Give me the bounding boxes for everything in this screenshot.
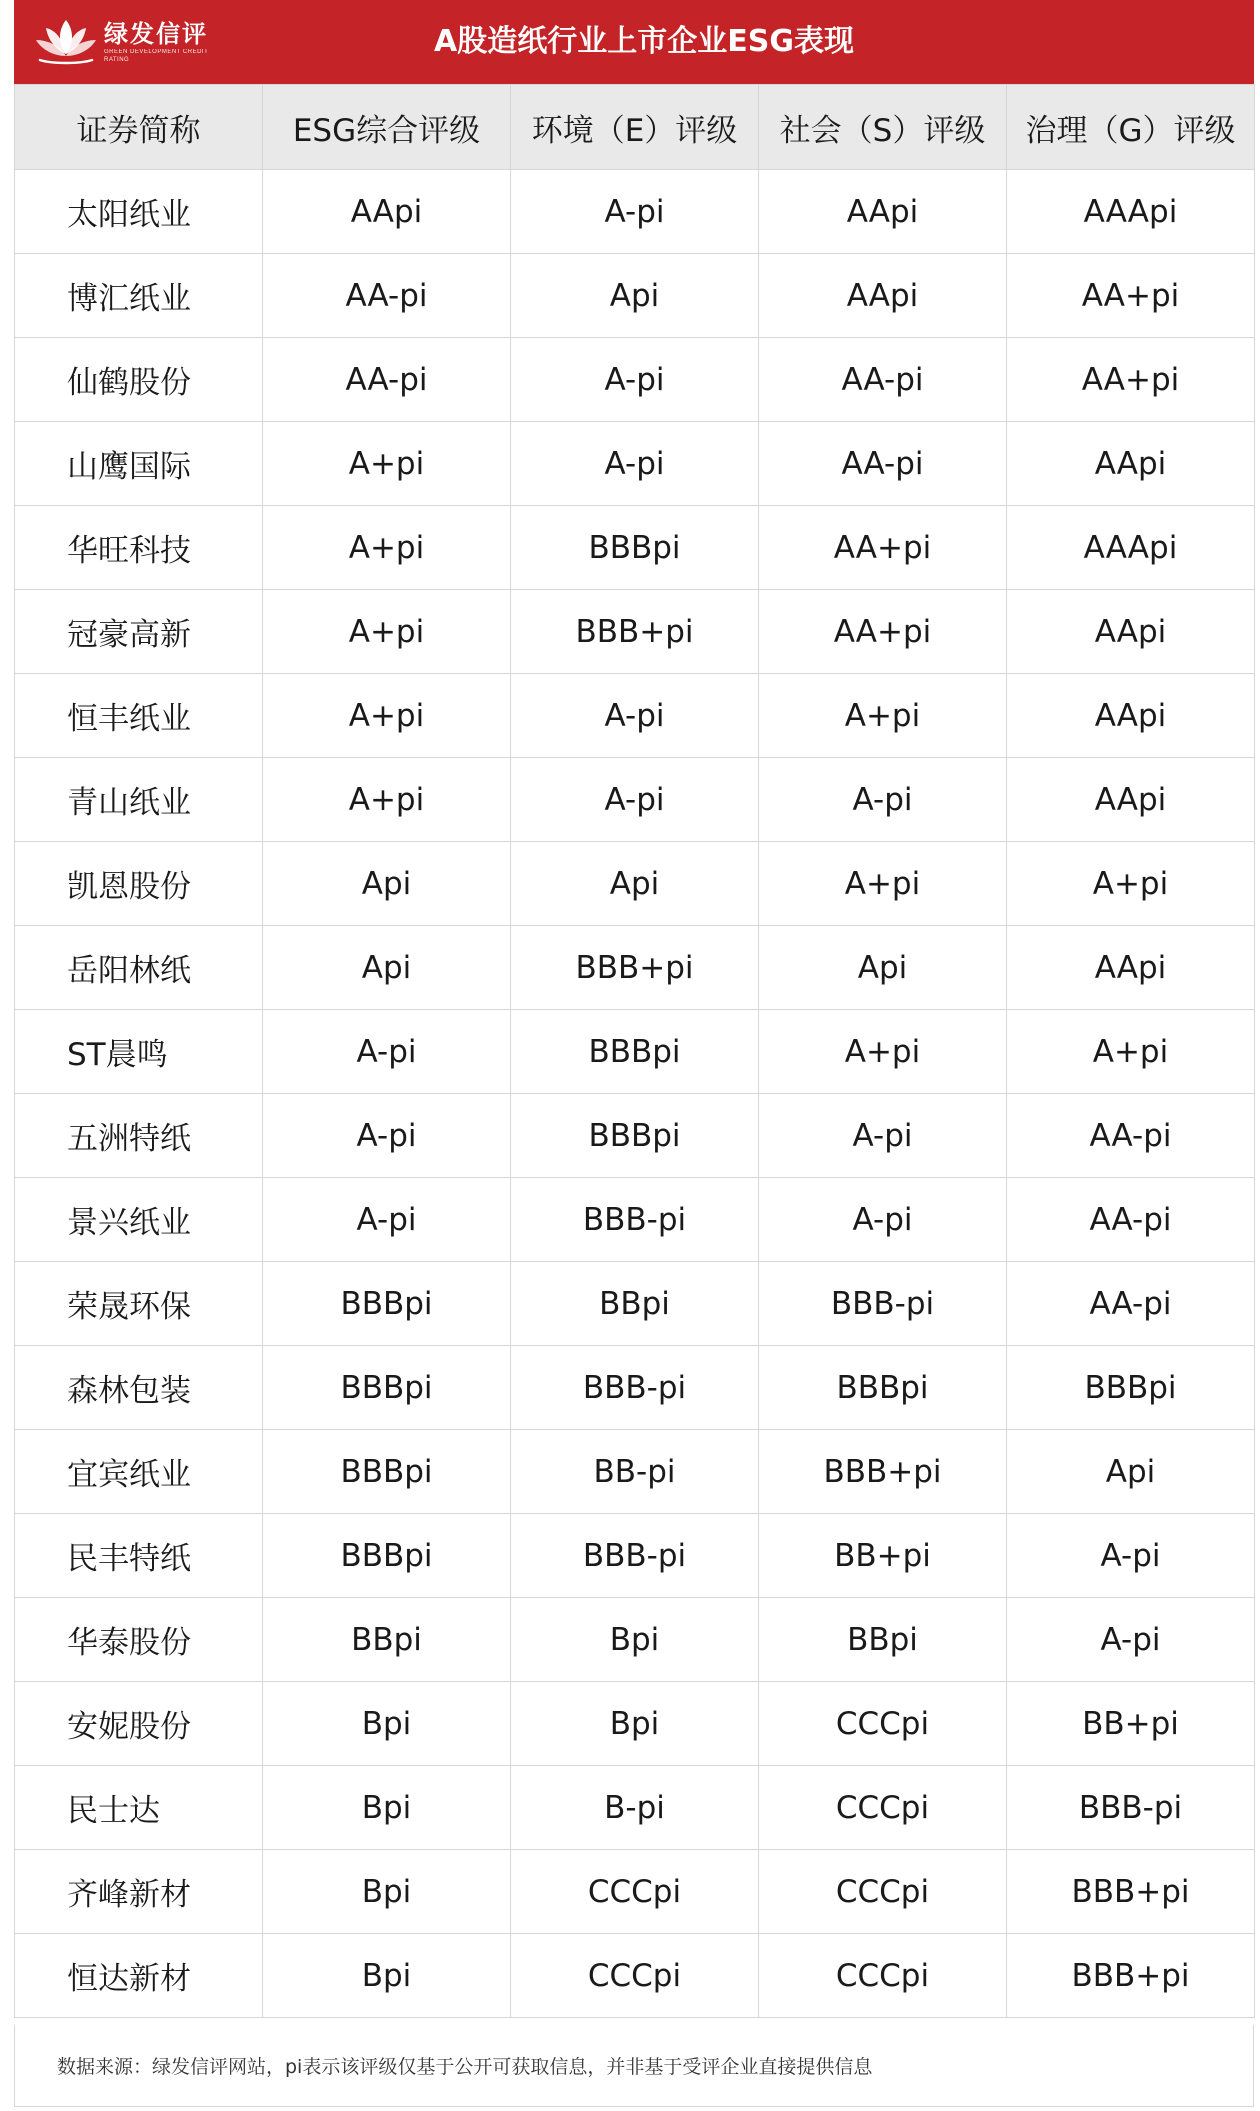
table-row [15, 1682, 1255, 1766]
social-rating-cell: A+pi [759, 1010, 1007, 1094]
esg-rating-cell: AA-pi [263, 338, 511, 422]
social-rating-cell: CCCpi [759, 1850, 1007, 1934]
esg-rating-cell: BBBpi [263, 1262, 511, 1346]
table-header-row [15, 85, 1255, 170]
table-row [15, 674, 1255, 758]
governance-rating-cell: BBBpi [1007, 1346, 1255, 1430]
governance-rating-cell: A+pi [1007, 1010, 1255, 1094]
esg-rating-cell: A+pi [263, 506, 511, 590]
brand-logo [30, 12, 230, 72]
table-row [15, 422, 1255, 506]
governance-rating-cell: BBB+pi [1007, 1850, 1255, 1934]
table-row [15, 1514, 1255, 1598]
column-header-esg-rating: ESG综合评级 [263, 85, 511, 170]
security-name-cell: 民士达 [15, 1766, 263, 1850]
table-row [15, 1346, 1255, 1430]
governance-rating-cell: Api [1007, 1430, 1255, 1514]
security-name-cell: 凯恩股份 [15, 842, 263, 926]
governance-rating-cell: AApi [1007, 590, 1255, 674]
table-row [15, 338, 1255, 422]
brand-name-en: GREEN DEVELOPMENT CREDIT RATING [104, 49, 209, 63]
lotus-logo-icon [30, 14, 102, 70]
social-rating-cell: BBBpi [759, 1346, 1007, 1430]
governance-rating-cell: BBB+pi [1007, 1934, 1255, 2018]
security-name-cell: 太阳纸业 [15, 170, 263, 254]
governance-rating-cell: A-pi [1007, 1598, 1255, 1682]
esg-rating-cell: A+pi [263, 590, 511, 674]
governance-rating-cell: AApi [1007, 422, 1255, 506]
social-rating-cell: CCCpi [759, 1766, 1007, 1850]
governance-rating-cell: AAApi [1007, 170, 1255, 254]
esg-rating-cell: A+pi [263, 422, 511, 506]
social-rating-cell: AA+pi [759, 590, 1007, 674]
esg-rating-cell: A+pi [263, 674, 511, 758]
environment-rating-cell: Api [511, 254, 759, 338]
governance-rating-cell: AApi [1007, 758, 1255, 842]
security-name-cell: 景兴纸业 [15, 1178, 263, 1262]
social-rating-cell: AA+pi [759, 506, 1007, 590]
environment-rating-cell: B-pi [511, 1766, 759, 1850]
table-row [15, 1010, 1255, 1094]
title-banner [14, 0, 1254, 84]
esg-rating-cell: Bpi [263, 1682, 511, 1766]
social-rating-cell: BBpi [759, 1598, 1007, 1682]
esg-rating-cell: BBBpi [263, 1514, 511, 1598]
social-rating-cell: AA-pi [759, 338, 1007, 422]
social-rating-cell: A+pi [759, 674, 1007, 758]
governance-rating-cell: A-pi [1007, 1514, 1255, 1598]
esg-rating-table [14, 84, 1255, 2018]
security-name-cell: 华旺科技 [15, 506, 263, 590]
environment-rating-cell: BBBpi [511, 1094, 759, 1178]
governance-rating-cell: AApi [1007, 674, 1255, 758]
esg-rating-cell: BBpi [263, 1598, 511, 1682]
environment-rating-cell: BBBpi [511, 506, 759, 590]
esg-rating-cell: A-pi [263, 1178, 511, 1262]
security-name-cell: 冠豪高新 [15, 590, 263, 674]
esg-rating-cell: AApi [263, 170, 511, 254]
esg-rating-cell: BBBpi [263, 1430, 511, 1514]
security-name-cell: 仙鹤股份 [15, 338, 263, 422]
social-rating-cell: CCCpi [759, 1682, 1007, 1766]
environment-rating-cell: A-pi [511, 338, 759, 422]
column-header-governance-rating: 治理（G）评级 [1007, 85, 1255, 170]
social-rating-cell: AA-pi [759, 422, 1007, 506]
table-row [15, 254, 1255, 338]
environment-rating-cell: Bpi [511, 1598, 759, 1682]
environment-rating-cell: BB-pi [511, 1430, 759, 1514]
table-header [15, 85, 1255, 170]
social-rating-cell: A-pi [759, 758, 1007, 842]
social-rating-cell: A-pi [759, 1178, 1007, 1262]
brand-logo-text [104, 20, 230, 64]
security-name-cell: 青山纸业 [15, 758, 263, 842]
security-name-cell: 安妮股份 [15, 1682, 263, 1766]
environment-rating-cell: CCCpi [511, 1934, 759, 2018]
page-title: A股造纸行业上市企业ESG表现 [434, 24, 854, 59]
environment-rating-cell: Api [511, 842, 759, 926]
table-row [15, 1850, 1255, 1934]
governance-rating-cell: AA-pi [1007, 1094, 1255, 1178]
table-row [15, 506, 1255, 590]
social-rating-cell: BBB-pi [759, 1262, 1007, 1346]
table-row [15, 842, 1255, 926]
security-name-cell: 博汇纸业 [15, 254, 263, 338]
esg-rating-cell: Api [263, 842, 511, 926]
security-name-cell: ST晨鸣 [15, 1010, 263, 1094]
governance-rating-cell: BB+pi [1007, 1682, 1255, 1766]
brand-name: 绿发信评 [104, 20, 208, 48]
table-row [15, 170, 1255, 254]
environment-rating-cell: A-pi [511, 422, 759, 506]
security-name-cell: 民丰特纸 [15, 1514, 263, 1598]
social-rating-cell: AApi [759, 254, 1007, 338]
environment-rating-cell: BBB-pi [511, 1346, 759, 1430]
security-name-cell: 荣晟环保 [15, 1262, 263, 1346]
governance-rating-cell: A+pi [1007, 842, 1255, 926]
esg-rating-cell: BBBpi [263, 1346, 511, 1430]
security-name-cell: 山鹰国际 [15, 422, 263, 506]
security-name-cell: 齐峰新材 [15, 1850, 263, 1934]
table-row [15, 1934, 1255, 2018]
security-name-cell: 恒丰纸业 [15, 674, 263, 758]
social-rating-cell: A-pi [759, 1094, 1007, 1178]
environment-rating-cell: A-pi [511, 674, 759, 758]
social-rating-cell: BB+pi [759, 1514, 1007, 1598]
environment-rating-cell: BBB-pi [511, 1514, 759, 1598]
social-rating-cell: A+pi [759, 842, 1007, 926]
table-row [15, 590, 1255, 674]
governance-rating-cell: AA-pi [1007, 1178, 1255, 1262]
social-rating-cell: CCCpi [759, 1934, 1007, 2018]
environment-rating-cell: BBB-pi [511, 1178, 759, 1262]
environment-rating-cell: BBpi [511, 1262, 759, 1346]
environment-rating-cell: A-pi [511, 170, 759, 254]
column-header-social-rating: 社会（S）评级 [759, 85, 1007, 170]
table-row [15, 1094, 1255, 1178]
governance-rating-cell: BBB-pi [1007, 1766, 1255, 1850]
security-name-cell: 宜宾纸业 [15, 1430, 263, 1514]
esg-rating-cell: A+pi [263, 758, 511, 842]
footer-note-text: 数据来源：绿发信评网站，pi表示该评级仅基于公开可获取信息，并非基于受评企业直接提供信息 [57, 2056, 873, 2078]
data-source-note [14, 2025, 1254, 2107]
environment-rating-cell: CCCpi [511, 1850, 759, 1934]
esg-rating-cell: Bpi [263, 1766, 511, 1850]
column-header-environment-rating: 环境（E）评级 [511, 85, 759, 170]
governance-rating-cell: AA-pi [1007, 1262, 1255, 1346]
esg-rating-cell: AA-pi [263, 254, 511, 338]
environment-rating-cell: A-pi [511, 758, 759, 842]
table-row [15, 1178, 1255, 1262]
table-row [15, 1430, 1255, 1514]
social-rating-cell: Api [759, 926, 1007, 1010]
table-body [15, 170, 1255, 2018]
table-row [15, 1766, 1255, 1850]
security-name-cell: 森林包装 [15, 1346, 263, 1430]
security-name-cell: 五洲特纸 [15, 1094, 263, 1178]
environment-rating-cell: BBB+pi [511, 926, 759, 1010]
environment-rating-cell: Bpi [511, 1682, 759, 1766]
security-name-cell: 岳阳林纸 [15, 926, 263, 1010]
social-rating-cell: AApi [759, 170, 1007, 254]
table-row [15, 758, 1255, 842]
esg-rating-cell: Bpi [263, 1850, 511, 1934]
table-row [15, 1598, 1255, 1682]
table-row [15, 1262, 1255, 1346]
table-row [15, 926, 1255, 1010]
governance-rating-cell: AA+pi [1007, 254, 1255, 338]
esg-rating-cell: A-pi [263, 1094, 511, 1178]
governance-rating-cell: AAApi [1007, 506, 1255, 590]
social-rating-cell: BBB+pi [759, 1430, 1007, 1514]
esg-rating-cell: Bpi [263, 1934, 511, 2018]
security-name-cell: 华泰股份 [15, 1598, 263, 1682]
security-name-cell: 恒达新材 [15, 1934, 263, 2018]
environment-rating-cell: BBBpi [511, 1010, 759, 1094]
governance-rating-cell: AApi [1007, 926, 1255, 1010]
esg-rating-cell: A-pi [263, 1010, 511, 1094]
governance-rating-cell: AA+pi [1007, 338, 1255, 422]
column-header-security-name: 证券简称 [15, 85, 263, 170]
esg-rating-cell: Api [263, 926, 511, 1010]
environment-rating-cell: BBB+pi [511, 590, 759, 674]
